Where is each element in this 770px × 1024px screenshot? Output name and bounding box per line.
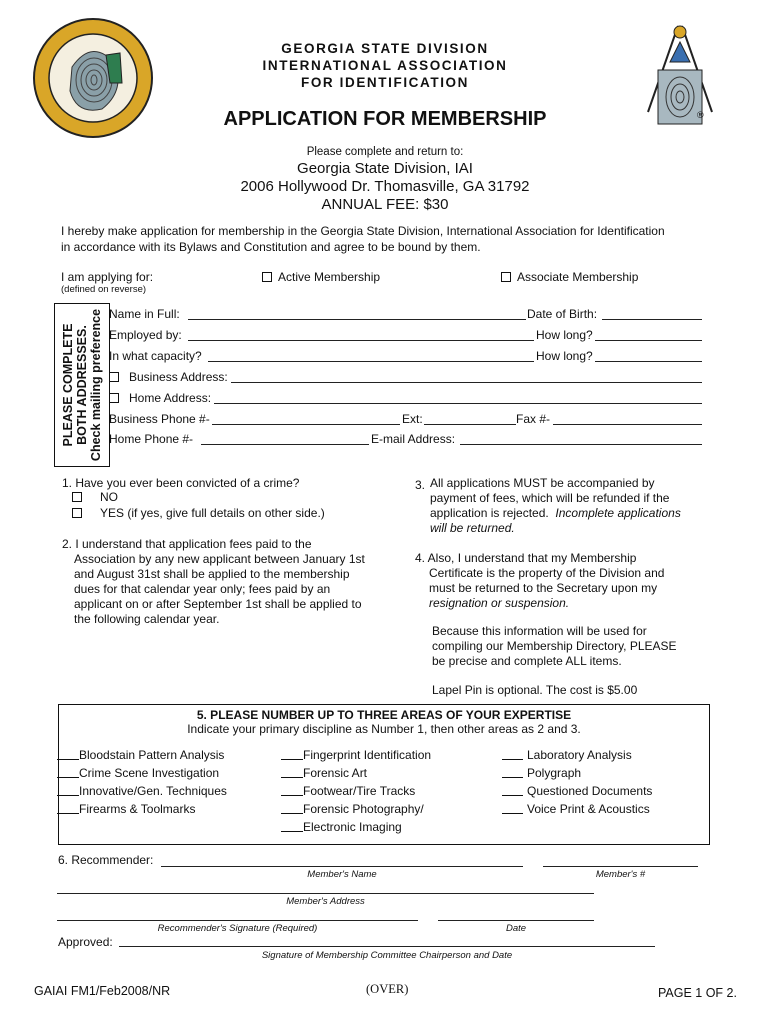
directory-note-line1: Because this information will be used for	[432, 624, 647, 638]
q4-line1: 4. Also, I understand that my Membership	[415, 551, 637, 565]
members-name-input[interactable]	[161, 866, 523, 867]
expertise-rank-blank[interactable]	[57, 802, 79, 814]
home-address-row[interactable]	[109, 391, 211, 406]
expertise-item[interactable]	[281, 764, 431, 782]
side-note-line3: Check mailing preference	[89, 308, 103, 462]
members-address-caption: Member's Address	[286, 896, 365, 907]
expertise-label: Fingerprint Identification	[303, 748, 432, 762]
q2-line1: 2. I understand that application fees paid to the	[62, 537, 312, 551]
fax-input[interactable]	[553, 424, 702, 425]
q4-line4: resignation or suspension.	[429, 596, 570, 610]
q1-yes-option[interactable]	[72, 506, 325, 521]
q3-number: 3.	[415, 478, 426, 492]
expertise-item[interactable]	[57, 800, 227, 818]
approval-caption: Signature of Membership Committee Chairperson and Date	[261, 950, 513, 961]
expertise-item[interactable]	[281, 800, 431, 818]
active-membership-option[interactable]	[262, 270, 380, 285]
how-long-2-input[interactable]	[595, 361, 702, 362]
name-input[interactable]	[188, 319, 526, 320]
side-note-line1: PLEASE COMPLETE	[61, 323, 75, 447]
side-note-line2: BOTH ADDRESSES.	[75, 325, 89, 445]
expertise-label: Voice Print & Acoustics	[527, 802, 650, 816]
members-name-caption: Member's Name	[307, 869, 377, 880]
email-input[interactable]	[460, 444, 702, 445]
expertise-item[interactable]	[502, 764, 652, 782]
recommender-date-input[interactable]	[438, 920, 594, 921]
fax-label: Fax #-	[516, 412, 551, 426]
expertise-label: Bloodstain Pattern Analysis	[79, 748, 225, 762]
return-address: 2006 Hollywood Dr. Thomasville, GA 31792	[240, 178, 530, 195]
page-number: PAGE 1 OF 2.	[658, 986, 737, 1000]
q1-no-option[interactable]	[72, 490, 118, 505]
home-phone-label: Home Phone #-	[109, 432, 194, 446]
dob-label: Date of Birth:	[527, 307, 598, 321]
expertise-rank-blank[interactable]	[57, 748, 79, 760]
expertise-heading: 5. PLEASE NUMBER UP TO THREE AREAS OF YOUR EXPERTISE	[196, 708, 572, 722]
ext-label: Ext:	[402, 412, 423, 426]
expertise-rank-blank[interactable]	[502, 784, 523, 796]
over-indicator: (OVER)	[366, 982, 409, 996]
q2-block	[62, 537, 402, 627]
expertise-item[interactable]	[57, 746, 227, 764]
recommender-signature-caption: Recommender's Signature (Required)	[157, 923, 318, 934]
expertise-item[interactable]	[57, 782, 227, 800]
employed-input[interactable]	[188, 340, 534, 341]
business-address-row[interactable]	[109, 370, 228, 385]
business-phone-input[interactable]	[212, 424, 400, 425]
expertise-rank-blank[interactable]	[502, 766, 523, 778]
intro-line1: I hereby make application for membership in the Georgia State Division, International Association for Identification	[61, 224, 665, 238]
approved-label: Approved:	[58, 935, 113, 949]
header-line1: GEORGIA STATE DIVISION	[281, 41, 489, 56]
q4-line3: must be returned to the Secretary upon my	[429, 581, 658, 595]
expertise-label: Crime Scene Investigation	[79, 766, 220, 780]
recommender-date-caption: Date	[505, 923, 527, 934]
q3-block	[430, 476, 720, 536]
business-address-checkbox[interactable]	[109, 372, 119, 382]
expertise-label: Forensic Photography/	[303, 802, 424, 816]
annual-fee: ANNUAL FEE: $30	[321, 196, 449, 213]
q1-no-label: NO	[100, 490, 118, 504]
return-instruction: Please complete and return to:	[306, 146, 464, 158]
expertise-item[interactable]	[57, 764, 227, 782]
org-header	[200, 40, 570, 91]
business-phone-label: Business Phone #-	[109, 412, 210, 426]
expertise-item[interactable]	[502, 746, 652, 764]
q3-line3a: application is rejected.	[430, 506, 549, 520]
expertise-rank-blank[interactable]	[57, 766, 79, 778]
expertise-item[interactable]	[502, 782, 652, 800]
applying-label: I am applying for:	[61, 270, 154, 284]
expertise-rank-blank[interactable]	[57, 784, 79, 796]
email-label: E-mail Address:	[371, 432, 456, 446]
return-org: Georgia State Division, IAI	[297, 160, 473, 177]
directory-note-line3: be precise and complete ALL items.	[432, 654, 622, 668]
q2-line4: dues for that calendar year only; fees paid by an	[74, 582, 331, 596]
associate-membership-checkbox[interactable]	[501, 272, 511, 282]
page-title: APPLICATION FOR MEMBERSHIP	[223, 108, 547, 130]
how-long-1-input[interactable]	[595, 340, 702, 341]
q2-line2: Association by any new applicant between January 1st	[74, 552, 365, 566]
expertise-col3	[502, 746, 652, 818]
q2-line6: the following calendar year.	[74, 612, 220, 626]
applying-note: (defined on reverse)	[61, 284, 147, 295]
associate-membership-label: Associate Membership	[517, 270, 639, 284]
directory-note-line2: compiling our Membership Directory, PLEASE	[432, 639, 677, 653]
home-phone-input[interactable]	[201, 444, 369, 445]
expertise-subheading: Indicate your primary discipline as Number 1, then other areas as 2 and 3.	[187, 722, 581, 736]
q3-line1: All applications MUST be accompanied by	[430, 476, 655, 490]
expertise-label: Footwear/Tire Tracks	[303, 784, 416, 798]
expertise-col2	[281, 746, 431, 836]
q2-line3: and August 31st shall be applied to the membership	[74, 567, 350, 581]
how-long-1-label: How long?	[536, 328, 593, 342]
q2-line5: applicant on or after September 1st shall be applied to	[74, 597, 362, 611]
q1-yes-label: YES (if yes, give full details on other side.)	[100, 506, 325, 520]
members-number-input[interactable]	[543, 866, 698, 867]
q4-line2: Certificate is the property of the Division and	[429, 566, 665, 580]
expertise-rank-blank[interactable]	[281, 748, 303, 760]
q3-line2: payment of fees, which will be refunded if the	[430, 491, 670, 505]
header-line2: INTERNATIONAL ASSOCIATION	[262, 58, 508, 73]
intro-line2: in accordance with its Bylaws and Constitution and agree to be bound by them.	[61, 239, 481, 254]
business-address-label: Business Address:	[129, 370, 228, 384]
expertise-rank-blank[interactable]	[281, 766, 303, 778]
registered-mark: ®	[697, 110, 704, 120]
active-membership-checkbox[interactable]	[262, 272, 272, 282]
ext-input[interactable]	[424, 424, 516, 425]
recommender-signature-input[interactable]	[57, 920, 418, 921]
q1-no-checkbox[interactable]	[72, 492, 82, 502]
lapel-pin-note: Lapel Pin is optional. The cost is $5.00	[432, 683, 638, 697]
expertise-col1	[57, 746, 227, 818]
expertise-label: Innovative/Gen. Techniques	[79, 784, 227, 798]
expertise-rank-blank[interactable]	[502, 802, 523, 814]
expertise-item[interactable]	[281, 746, 431, 764]
members-number-caption: Member's #	[595, 869, 646, 880]
directory-note	[432, 624, 722, 669]
q1-text: 1. Have you ever been convicted of a crime?	[62, 476, 300, 490]
expertise-item[interactable]	[281, 782, 431, 800]
approval-signature-input[interactable]	[119, 946, 655, 947]
capacity-label: In what capacity?	[109, 349, 202, 363]
expertise-rank-blank[interactable]	[281, 784, 303, 796]
q3-line4: will be returned.	[430, 521, 515, 535]
associate-membership-option[interactable]	[501, 270, 638, 285]
members-address-input[interactable]	[57, 893, 594, 894]
dob-input[interactable]	[602, 319, 702, 320]
q4-block	[415, 551, 715, 611]
expertise-rank-blank[interactable]	[502, 748, 523, 760]
expertise-rank-blank[interactable]	[281, 802, 303, 814]
recommender-label: 6. Recommender:	[58, 853, 154, 867]
home-address-label: Home Address:	[129, 391, 212, 405]
header-line3: FOR IDENTIFICATION	[300, 75, 470, 90]
intro-statement	[61, 224, 721, 255]
home-address-input[interactable]	[214, 403, 702, 404]
q1-yes-checkbox[interactable]	[72, 508, 82, 518]
expertise-label: Questioned Documents	[527, 784, 653, 798]
expertise-label: Laboratory Analysis	[527, 748, 632, 762]
expertise-item[interactable]	[502, 800, 652, 818]
expertise-rank-blank[interactable]	[281, 820, 303, 832]
active-membership-label: Active Membership	[278, 270, 381, 284]
address-instruction-box	[54, 303, 110, 467]
expertise-item[interactable]	[281, 818, 431, 836]
iai-emblem-logo	[640, 22, 720, 134]
expertise-label: Electronic Imaging	[303, 820, 402, 834]
employed-label: Employed by:	[109, 328, 182, 342]
expertise-label: Polygraph	[527, 766, 582, 780]
home-address-checkbox[interactable]	[109, 393, 119, 403]
expertise-label: Firearms & Toolmarks	[79, 802, 196, 816]
expertise-label: Forensic Art	[303, 766, 368, 780]
business-address-input[interactable]	[231, 382, 702, 383]
form-id: GAIAI FM1/Feb2008/NR	[34, 984, 171, 998]
name-label: Name in Full:	[109, 307, 180, 321]
capacity-input[interactable]	[208, 361, 534, 362]
return-address-block	[160, 160, 610, 214]
q3-line3b: Incomplete applications	[555, 506, 681, 520]
iai-georgia-seal-logo	[32, 17, 154, 139]
how-long-2-label: How long?	[536, 349, 593, 363]
